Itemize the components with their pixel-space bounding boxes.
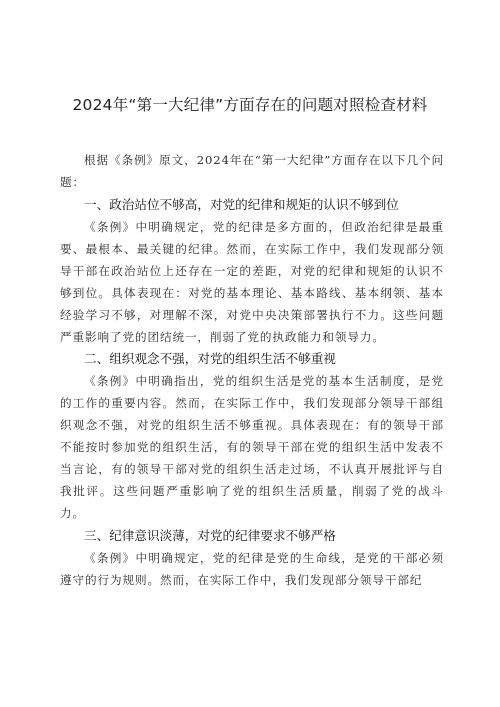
intro-paragraph: 根据《条例》原文，2024年在“第一大纪律”方面存在以下几个问题： [60, 153, 444, 189]
section-body-1: 《条例》中明确规定，党的纪律是多方面的，但政治纪律是最重要、最根本、最关键的纪律。然而，在实际工作中，我们发现部分领导干部在政治站位上还存在一定的差距，对党的纪律和规矩的认识不够到位。具体表现在：对党的基本理论、基本路线、基本纲领、基本经验学习不够，对理解不深，对党中央决策部署执行不力。这些问题严重影响了党的团结统一，削弱了党的执政能力和领导力。 [60, 220, 444, 344]
section-body-2: 《条例》中明确指出，党的组织生活是党的基本生活制度，是党的工作的重要内容。然而，在实际工作中，我们发现部分领导干部组织观念不强，对党的组织生活不够重视。具体表现在：有的领导干部不能按时参加党的组织生活，有的领导干部在党的组织生活中发表不当言论，有的领导干部对党的组织生活走过场，不认真开展批评与自我批评。这些问题严重影响了党的组织生活质量，削弱了党的战斗力。 [60, 374, 444, 520]
section-heading-2: 二、组织观念不强，对党的组织生活不够重视 [84, 351, 336, 366]
document-title: 2024年“第一大纪律”方面存在的问题对照检查材料 [72, 96, 428, 114]
section-body-3: 《条例》中明确规定，党的纪律是党的生命线，是党的干部必须遵守的行为规则。然而，在实际工作中，我们发现部分领导干部纪 [60, 551, 444, 587]
section-heading-1: 一、政治站位不够高，对党的纪律和规矩的认识不够到位 [84, 197, 399, 212]
section-heading-3: 三、纪律意识淡薄，对党的纪律要求不够严格 [84, 528, 336, 543]
